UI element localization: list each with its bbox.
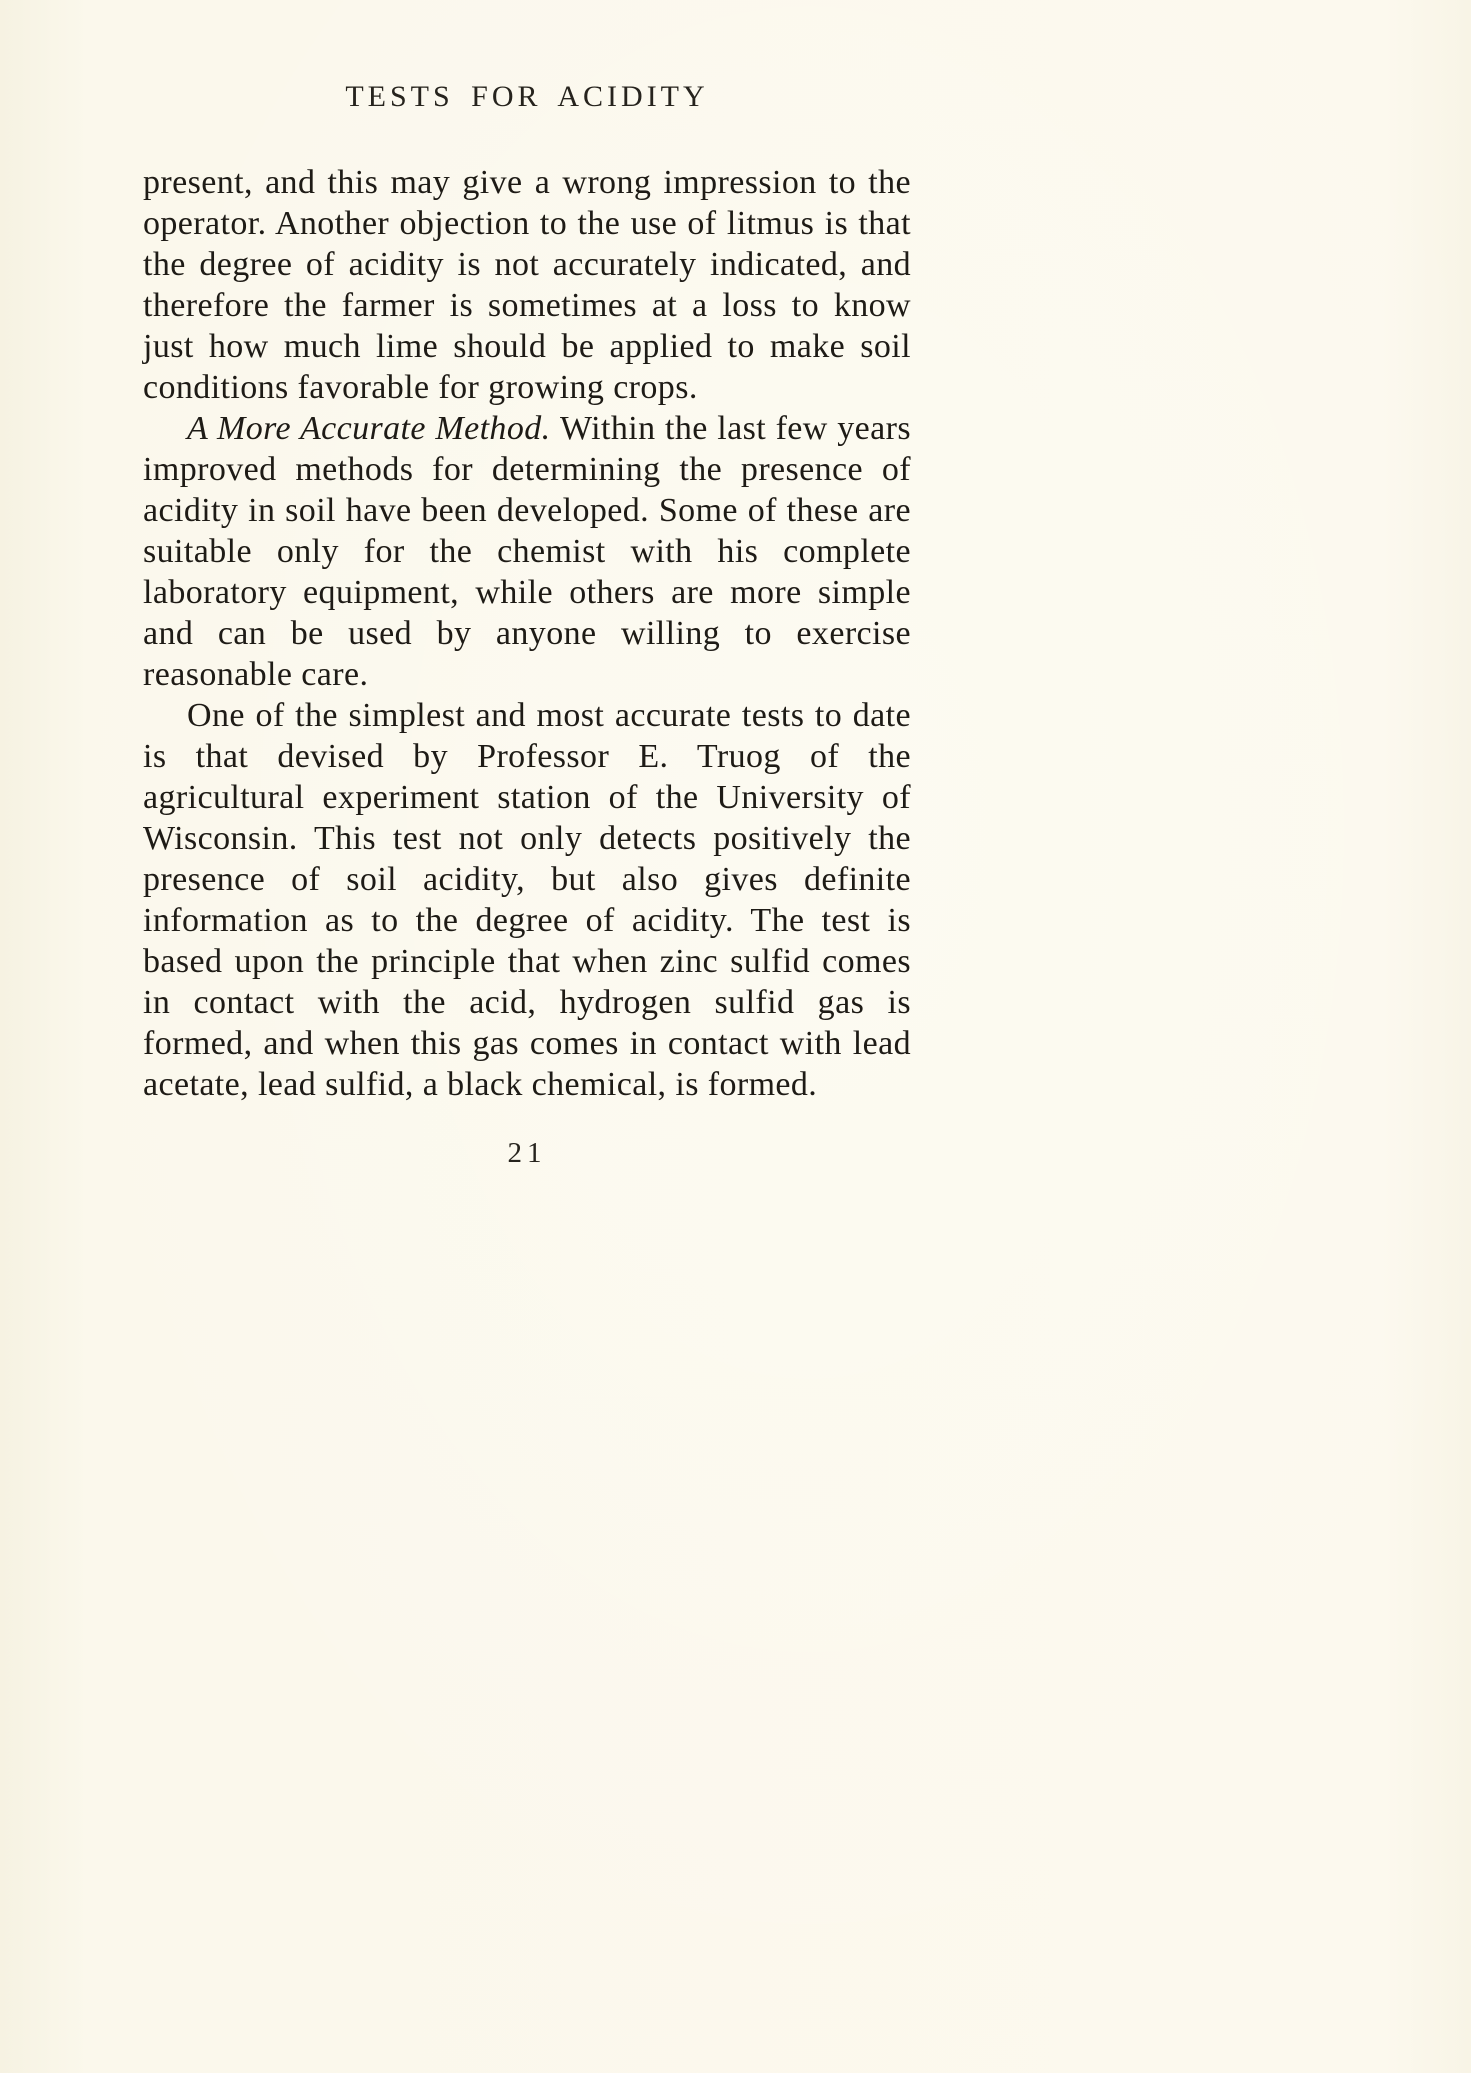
running-header: TESTS FOR ACIDITY <box>345 80 709 113</box>
paragraph <box>143 162 911 408</box>
paragraph-text: Within the last few years improved methods for determining the presence of acidity in soil have been developed. Some of these are suitable only for the chemist with his complete laboratory equipment, while others are more simple and can be used by anyone willing to exercise reasonable care. <box>143 410 911 693</box>
paragraph <box>143 408 911 695</box>
body-text <box>143 162 911 1105</box>
italic-lead: A More Accurate Method. <box>187 410 561 447</box>
page-number: 21 <box>507 1137 547 1169</box>
paragraph-text: present, and this may give a wrong impression to the operator. Another objection to the use of litmus is that the degree of acidity is not accurately indicated, and therefore the farmer is sometimes at a loss to know just how much lime should be applied to make soil conditions favorable for growing crops. <box>143 164 911 406</box>
paragraph <box>143 695 911 1105</box>
paragraph-text: One of the simplest and most accurate tests to date is that devised by Professor E. Truog of the agricultural experiment station of the University of Wisconsin. This test not only detects positively the presence of soil acidity, but also gives definite information as to the degree of acidity. The test is based upon the principle that when zinc sulfid comes in contact with the acid, hydrogen sulfid gas is formed, and when this gas comes in contact with lead acetate, lead sulfid, a black chemical, is formed. <box>143 697 911 1103</box>
text-block <box>143 80 911 1170</box>
